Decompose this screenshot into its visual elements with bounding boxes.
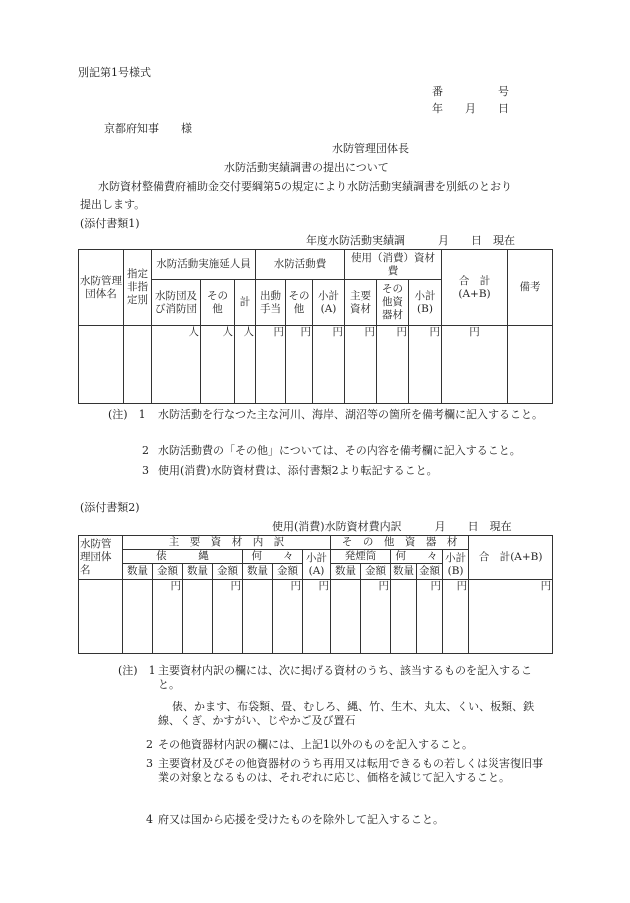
header-grand-total: 合 計(A+B) [442, 250, 508, 326]
header-total: 計 [235, 280, 256, 326]
header-expense-group: 水防活動費 [256, 250, 345, 280]
header-subtotal-a: 小計(A) [313, 280, 345, 326]
document-number: 番 号 [432, 85, 509, 98]
note2-1: (注) 1 主要資材内訳の欄には、次に掲げる資材のうち、該当するものを記入すること。 [118, 664, 532, 691]
yen-cell: 円 [361, 580, 391, 654]
header-subtotal-a: 小計(A) [303, 550, 331, 580]
header-designation: 指定非指定別 [124, 250, 152, 326]
table-row [79, 326, 553, 404]
document-date: 年 月 日 [432, 102, 509, 115]
unit-cell: 円 [377, 326, 409, 404]
header-personnel-group: 水防活動実施延人員 [152, 250, 256, 280]
header-qty: 数量 [183, 564, 213, 580]
header-amount: 金額 [213, 564, 243, 580]
header-remarks: 備考 [508, 250, 553, 326]
header-subtotal-b: 小計(B) [409, 280, 442, 326]
note2-3: 3 主要資材及びその他資器材のうち再用又は転用できるもの若しくは災害復旧事業の対象となるものは、それぞれに応じ、価格を減じて記入すること。 [146, 757, 543, 784]
attachment2-label: (添付書類2) [80, 501, 140, 514]
body-text-line1: 水防資材整備費府補助金交付要綱第5の規定により水防活動実績調書を別紙のとおり [98, 180, 512, 193]
attachment2-title: 使用(消費)水防資材費内訳 月 日 現在 [272, 520, 512, 533]
header-allowance: 出動手当 [256, 280, 286, 326]
header-org: 水防管理団体名 [79, 536, 123, 580]
header-qty: 数量 [123, 564, 153, 580]
unit-cell: 円 [409, 326, 442, 404]
yen-cell: 円 [443, 580, 469, 654]
attachment1-label: (添付書類1) [80, 217, 140, 230]
sender: 水防管理団体長 [332, 142, 409, 155]
header-other-group: そ の 他 資 器 材 [331, 536, 469, 550]
activity-table [78, 249, 553, 404]
attachment1-title: 年度水防活動実績調 月 日 現在 [306, 234, 515, 247]
note1-2: 2 水防活動費の「その他」については、その内容を備考欄に記入すること。 [142, 444, 521, 457]
note2-1-list: 俵、かます、布袋類、畳、むしろ、縄、竹、生木、丸太、くい、板類、鉄線、くぎ、かすがい、じやかご及び置石 [158, 700, 535, 727]
unit-cell [508, 326, 553, 404]
header-usage-group: 使用（消費）資材費 [345, 250, 442, 280]
header-org: 水防管理団体名 [79, 250, 124, 326]
yen-cell: 円 [213, 580, 243, 654]
unit-cell: 人 [152, 326, 201, 404]
header-other: その他 [286, 280, 313, 326]
header-qty: 数量 [331, 564, 361, 580]
header-subtotal-b: 小計(B) [443, 550, 469, 580]
body-text-line2: 提出します。 [80, 198, 146, 211]
data-cell [331, 580, 361, 654]
yen-cell: 円 [469, 580, 553, 654]
note2-2: 2 その他資器材内訳の欄には、上記1以外のものを記入すること。 [146, 738, 473, 751]
note1-1: (注) 1 水防活動を行なつた主な河川、海岸、湖沼等の箇所を備考欄に記入すること。 [108, 408, 543, 421]
data-cell [183, 580, 213, 654]
header-main-group: 主 要 資 材 内 訳 [123, 536, 331, 550]
unit-cell: 円 [442, 326, 508, 404]
data-cell [123, 580, 153, 654]
header-qty: 数量 [243, 564, 273, 580]
data-cell [243, 580, 273, 654]
header-amount: 金額 [361, 564, 391, 580]
subject: 水防活動実績調書の提出について [224, 161, 389, 174]
yen-cell: 円 [273, 580, 303, 654]
header-bale-rope: 俵 縄 [123, 550, 243, 564]
unit-cell: 人 [235, 326, 256, 404]
header-fire-corps: 水防団及び消防団 [152, 280, 201, 326]
yen-cell: 円 [153, 580, 183, 654]
header-etc2: 何 々 [391, 550, 443, 564]
header-others: その他 [201, 280, 235, 326]
yen-cell: 円 [303, 580, 331, 654]
addressee: 京都府知事 様 [104, 122, 192, 135]
header-grand-total: 合 計(A+B) [469, 536, 553, 580]
note1-3: 3 使用(消費)水防資材費は、添付書類2より転記すること。 [142, 464, 438, 477]
note2-4: 4 府又は国から応援を受けたものを除外して記入すること。 [146, 813, 444, 826]
unit-cell: 円 [345, 326, 377, 404]
unit-cell [79, 326, 124, 404]
form-id: 別記第1号様式 [78, 66, 151, 79]
unit-cell [124, 326, 152, 404]
unit-cell: 円 [313, 326, 345, 404]
yen-cell: 円 [417, 580, 443, 654]
materials-table [78, 535, 553, 654]
header-amount: 金額 [417, 564, 443, 580]
table-row [79, 580, 553, 654]
unit-cell: 円 [256, 326, 286, 404]
header-amount: 金額 [153, 564, 183, 580]
data-cell [391, 580, 417, 654]
header-main-materials: 主要資材 [345, 280, 377, 326]
header-amount: 金額 [273, 564, 303, 580]
header-other-materials: その他資器材 [377, 280, 409, 326]
data-cell [79, 580, 123, 654]
header-etc1: 何 々 [243, 550, 303, 564]
unit-cell: 人 [201, 326, 235, 404]
header-smoke: 発煙筒 [331, 550, 391, 564]
unit-cell: 円 [286, 326, 313, 404]
header-qty: 数量 [391, 564, 417, 580]
